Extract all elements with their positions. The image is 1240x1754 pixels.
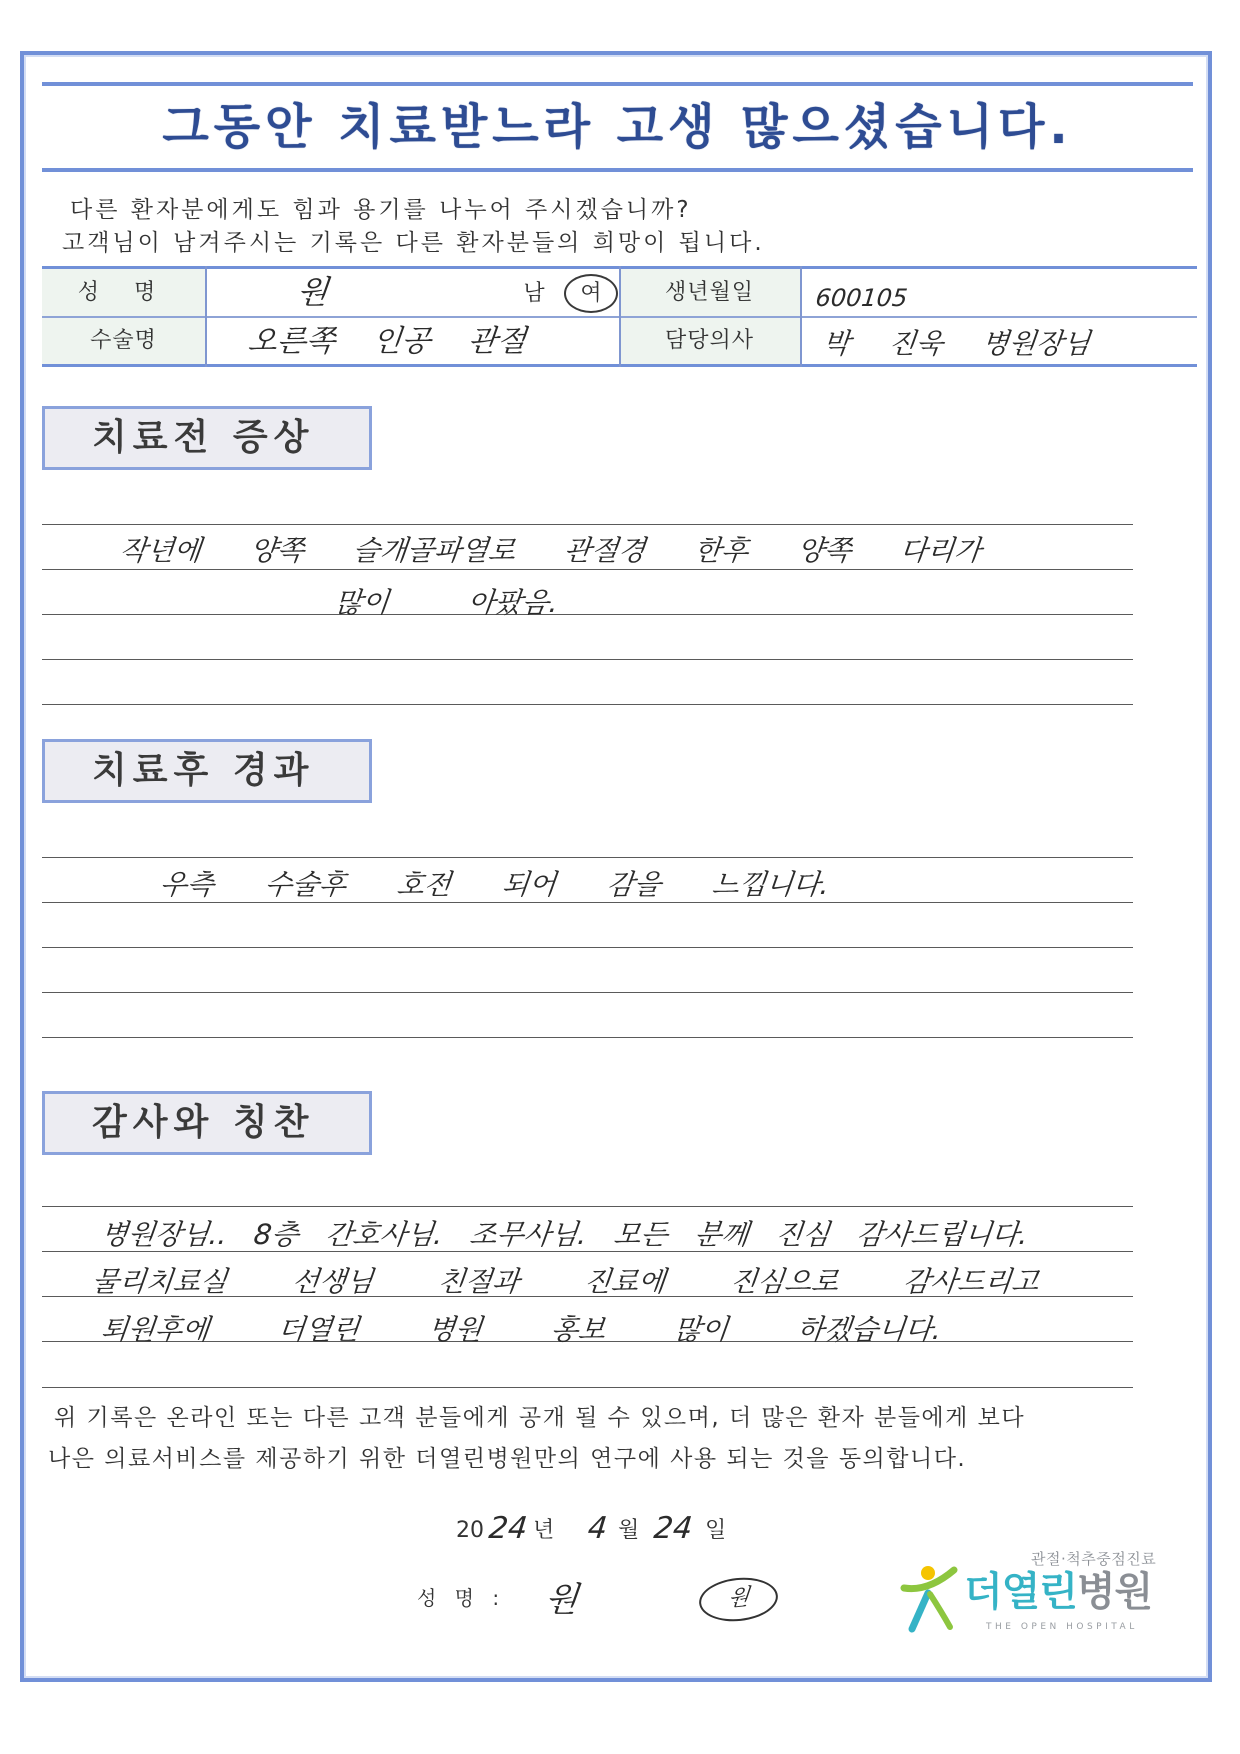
logo-wordmark-gray: 병원 — [1076, 1569, 1153, 1615]
logo-tagline: 관절·척추중점진료 — [1031, 1550, 1157, 1568]
date-year-unit: 년 — [533, 1518, 555, 1543]
ruled-line — [42, 947, 1133, 948]
handwritten-line: 물리치료실 선생님 친절과 진료에 진심으로 감사드리고 — [90, 1265, 1041, 1298]
handwritten-line: 많이 아팠음. — [333, 586, 560, 619]
logo-wordmark — [964, 1570, 1152, 1614]
surgery-label: 수술명 — [90, 328, 157, 353]
consent-line-1: 위 기록은 온라인 또는 다른 고객 분들에게 공개 될 수 있으며, 더 많은 환자 분들에게 보다 — [54, 1405, 1026, 1431]
date-month-unit: 월 — [618, 1518, 640, 1543]
intro-line-2: 고객님이 남겨주시는 기록은 다른 환자분들의 희망이 됩니다. — [62, 230, 765, 256]
ruled-line — [42, 857, 1133, 858]
handwritten-line: 작년에 양쪽 슬개골파열로 관절경 한후 양쪽 다리가 — [118, 534, 984, 567]
gender-option-male: 남 — [523, 281, 545, 306]
ruled-line — [42, 569, 1133, 570]
handwritten-line: 퇴원후에 더열린 병원 홍보 많이 하겠습니다. — [99, 1313, 943, 1346]
doctor-label: 담당의사 — [664, 328, 754, 353]
date-day-unit: 일 — [705, 1518, 727, 1543]
consent-line-2: 나은 의료서비스를 제공하기 위한 더열린병원만의 연구에 사용 되는 것을 동의합니다. — [48, 1446, 967, 1472]
date-year-written: 24 — [487, 1511, 530, 1546]
ruled-line — [42, 1387, 1133, 1388]
logo-wordmark-teal: 더열린 — [964, 1569, 1077, 1615]
section-title: 감사와 칭찬 — [92, 1102, 315, 1143]
signature-name: 원 — [543, 1580, 581, 1620]
ruled-line — [42, 659, 1133, 660]
name-label: 성 명 — [77, 280, 170, 305]
section-header-before-treatment — [42, 406, 372, 470]
doctor-value: 박 진욱 병원장님 — [821, 327, 1092, 360]
hospital-logo-icon — [900, 1561, 958, 1635]
title-top-rule — [42, 82, 1193, 86]
section-title: 치료전 증상 — [92, 417, 315, 458]
section-header-after-treatment — [42, 739, 372, 803]
date-year-prefix: 20 — [456, 1518, 484, 1543]
birthdate-value: 600105 — [814, 284, 909, 312]
table-divider — [205, 266, 207, 367]
surgery-value: 오른쪽 인공 관절 — [246, 324, 528, 359]
patient-info-table — [42, 266, 1197, 367]
ruled-line — [42, 1206, 1133, 1207]
gender-option-female: 여 — [564, 274, 618, 313]
title-bottom-rule — [42, 168, 1193, 172]
table-divider — [800, 266, 802, 367]
ruled-line — [42, 992, 1133, 993]
signature-mark-text: 원 — [726, 1584, 751, 1613]
signature-label: 성 명 : — [417, 1586, 506, 1610]
ruled-line — [42, 614, 1133, 615]
handwritten-line: 우측 수술후 호전 되어 감을 느낍니다. — [158, 868, 831, 901]
ruled-line — [42, 1037, 1133, 1038]
handwritten-line: 병원장님.. 8층 간호사님. 조무사님. 모든 분께 진심 감사드립니다. — [99, 1218, 1030, 1251]
section-header-thanks — [42, 1091, 372, 1155]
intro-line-1: 다른 환자분에게도 힘과 용기를 나누어 주시겠습니까? — [70, 197, 692, 223]
ruled-line — [42, 524, 1133, 525]
date-month-written: 4 — [586, 1511, 609, 1546]
section-title: 치료후 경과 — [92, 750, 315, 791]
name-value: 원 — [295, 273, 331, 311]
date-day-written: 24 — [652, 1511, 695, 1546]
birthdate-label: 생년월일 — [664, 280, 754, 305]
page-title: 그동안 치료받느라 고생 많으셨습니다. — [162, 99, 1073, 155]
logo-english-name: THE OPEN HOSPITAL — [986, 1622, 1138, 1632]
ruled-line — [42, 704, 1133, 705]
